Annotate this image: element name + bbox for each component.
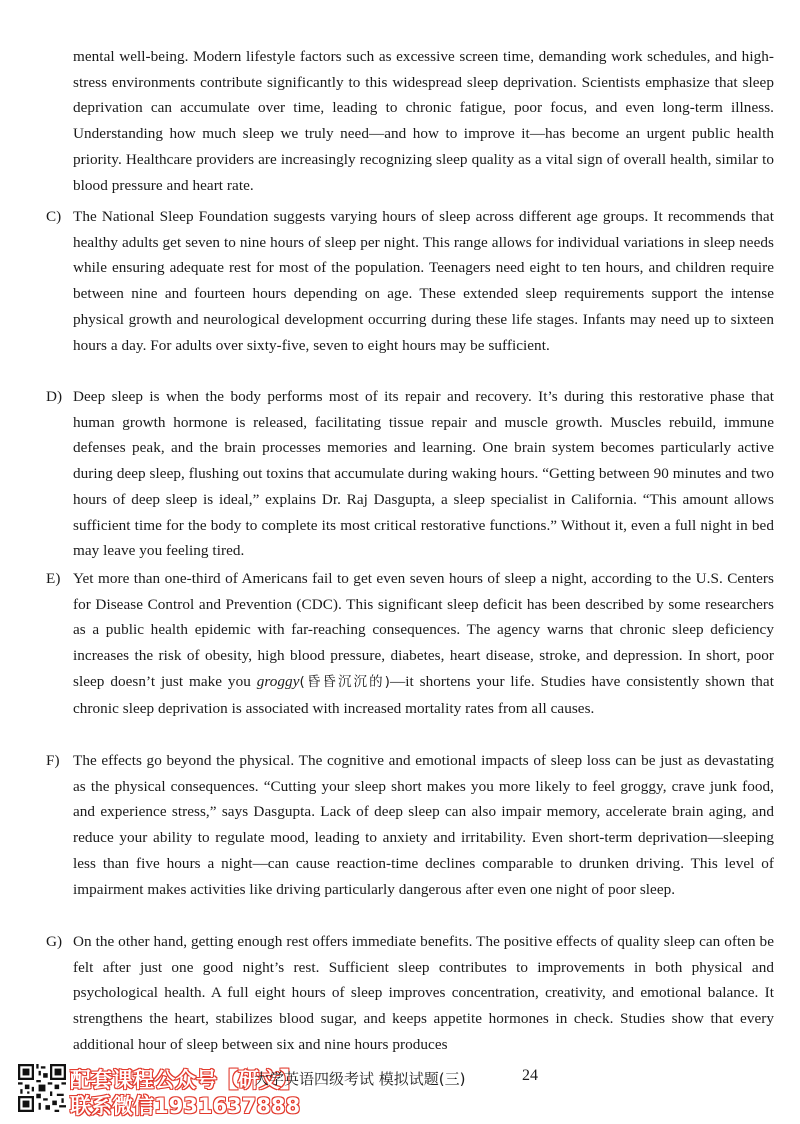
exam-title: 大学英语四级考试 模拟试题(三) xyxy=(254,1070,466,1088)
promo-banner-line1: 配套课程公众号【研文】 xyxy=(70,1068,301,1092)
paragraph-label: G) xyxy=(46,933,63,950)
page-footer xyxy=(0,1060,800,1124)
page-number: 24 xyxy=(522,1067,538,1084)
paragraph-d xyxy=(46,384,774,564)
paragraph-label: C) xyxy=(46,208,62,225)
paragraph-text-after: —it shortens your life. Studies have consistently shown that chronic sleep deprivation is associated with increased mortality rates from all causes. xyxy=(73,672,774,717)
paragraph-continued xyxy=(46,44,774,198)
paragraph-text-before: Yet more than one-third of Americans fail to get even seven hours of sleep a night, according to the U.S. Centers for Disease Control and Prevention (CDC). This significant sleep deficit has been described by some researchers as a public health epidemic with far-reaching consequences. The agency warns that chronic sleep deficiency increases the risk of obesity, high blood pressure, diabetes, heart disease, stroke, and depression. In short, poor sleep doesn’t just make you xyxy=(73,570,774,690)
paragraph-c xyxy=(46,204,774,358)
qr-code-icon xyxy=(18,1064,66,1112)
paragraph-f xyxy=(46,748,774,902)
paragraph-text xyxy=(73,566,774,721)
paragraph-text: The effects go beyond the physical. The cognitive and emotional impacts of sleep loss can be just as devastating as the physical consequences. “Cutting your sleep short makes you more likely to feel groggy, crave junk food, and experience stress,” says Dasgupta. Lack of deep sleep can also impair memory, accelerate brain aging, and reduce your ability to regulate mood, leading to anxiety and irritability. Even short-term deprivation—sleeping less than five hours a night—can cause reaction-time declines comparable to drunken driving. This level of impairment makes activities like driving particularly dangerous after even one night of poor sleep. xyxy=(73,752,774,898)
paragraph-text: On the other hand, getting enough rest offers immediate benefits. The positive effects of quality sleep can often be felt after just one good night’s rest. Sufficient sleep contributes to improvements in both physical and psychological health. A full eight hours of sleep improves concentration, creativity, and emotional balance. It strengthens the heart, stabilizes blood sugar, and keeps appetite hormones in check. Studies show that every additional hour of sleep between six and nine hours produces xyxy=(73,933,774,1053)
paragraph-text: mental well-being. Modern lifestyle factors such as excessive screen time, demanding work schedules, and high-stress environments contribute significantly to this widespread sleep deprivation. Scientists emphasize that sleep deprivation can accumulate over time, leading to chronic fatigue, poor focus, and even long-term illness. Understanding how much sleep we truly need—and how to improve it—has become an urgent public health priority. Healthcare providers are increasingly recognizing sleep quality as a vital sign of overall health, similar to blood pressure and heart rate. xyxy=(73,48,774,194)
promo-banner-line2: 联系微信1931637888 xyxy=(70,1094,301,1118)
chinese-gloss: (昏昏沉沉的) xyxy=(299,673,390,690)
paragraph-text: The National Sleep Foundation suggests varying hours of sleep across different age groups. It recommends that healthy adults get seven to nine hours of sleep per night. This range allows for individual variations in sleep needs while ensuring adequate rest for most of the population. Teenagers need eight to ten hours, and children require between nine and fourteen hours depending on age. These extended sleep requirements support the intense physical growth and neurological development occurring during these life stages. Infants may need up to sixteen hours a day. For adults over sixty-five, seven to eight hours may be sufficient. xyxy=(73,208,774,354)
paragraph-label: E) xyxy=(46,570,61,587)
glossed-term: groggy xyxy=(256,672,300,690)
paragraph-g xyxy=(46,929,774,1058)
paragraph-label: F) xyxy=(46,752,60,769)
paragraph-e xyxy=(46,566,774,721)
paragraph-text: Deep sleep is when the body performs most of its repair and recovery. It’s during this restorative phase that human growth hormone is released, facilitating tissue repair and muscle growth. Muscles rebuild, immune defenses peak, and the brain processes memories and learning. One brain system becomes particularly active during deep sleep, flushing out toxins that accumulate during waking hours. “Getting between 90 minutes and two hours of deep sleep is ideal,” explains Dr. Raj Dasgupta, a sleep specialist in California. “This amount allows sufficient time for the body to complete its most critical restorative functions.” Without it, even a full night in bed may leave you feeling tired. xyxy=(73,388,774,560)
paragraph-label: D) xyxy=(46,388,63,405)
